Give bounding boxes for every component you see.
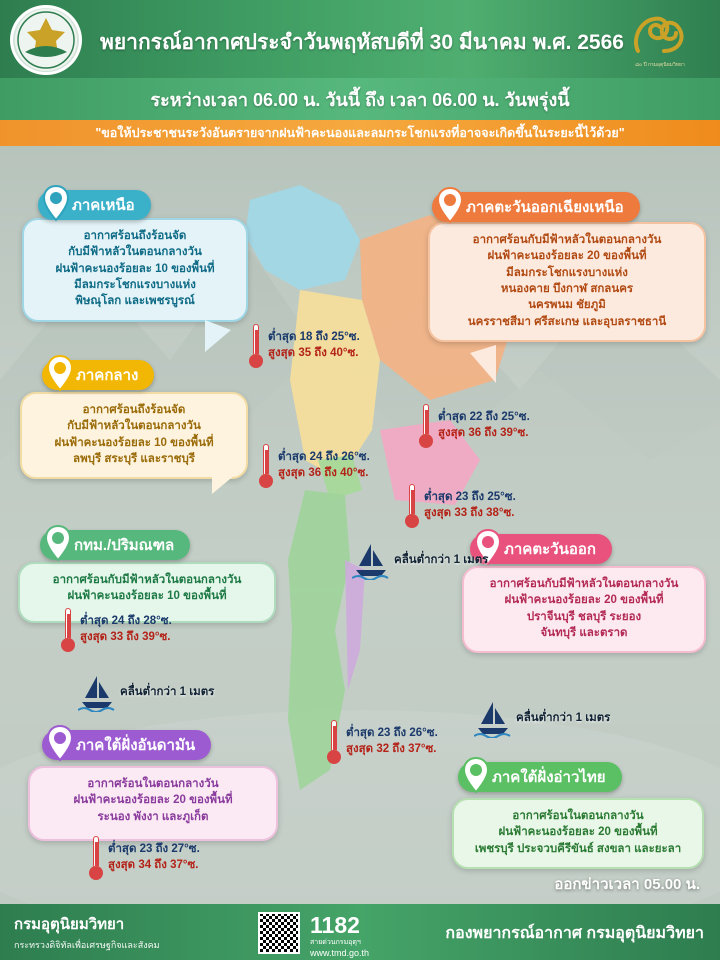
region-label-northeast <box>432 192 640 222</box>
tmd-logo <box>10 5 82 75</box>
region-ne-line-5: นครราชสีมา ศรีสะเกษ และอุบลราชธานี <box>467 315 667 328</box>
wave-label-gulf-upper-text: คลื่นต่ำกว่า 1 เมตร <box>394 554 489 566</box>
region-label-north-text: ภาคเหนือ <box>72 197 135 214</box>
region-gulf-line-1: ฝนฟ้าคะนองร้อยละ 20 ของพื้นที่ <box>498 826 658 839</box>
thermometer-icon <box>60 608 76 652</box>
release-time: ออกข่าวเวลา 05.00 น. <box>554 876 700 893</box>
hotline-number: 1182 <box>310 912 360 938</box>
hotline-caption: สายด่วนกรมอุตุฯ <box>310 939 361 946</box>
region-east-line-3: จันทบุรี และตราด <box>540 626 628 639</box>
thermometer-icon <box>326 720 342 764</box>
region-central-line-1: กับมีฟ้าหลัวในตอนกลางวัน <box>67 420 201 433</box>
region-central-line-2: ฝนฟ้าคะนองร้อยละ 10 ของพื้นที่ <box>54 436 214 449</box>
region-north-line-2: ฝนฟ้าคะนองร้อยละ 10 ของพื้นที่ <box>55 262 215 275</box>
header-bar <box>0 0 720 78</box>
warning-bar <box>0 120 720 146</box>
thermometer-icon <box>418 404 434 448</box>
wave-label-andaman <box>78 672 214 712</box>
temp-east <box>404 484 516 528</box>
region-andaman-line-0: อากาศร้อนในตอนกลางวัน <box>87 778 219 790</box>
region-box-south-andaman <box>28 766 278 841</box>
region-ne-line-0: อากาศร้อนกับมีฟ้าหลัวในตอนกลางวัน <box>472 234 662 246</box>
region-gulf-line-2: เพชรบุรี ประจวบคีรีขันธ์ สงขลา และยะลา <box>474 842 682 855</box>
sailboat-icon <box>474 698 512 738</box>
region-label-north <box>38 190 151 220</box>
map-pin-icon <box>462 756 490 794</box>
region-north-line-4: พิษณุโลก และเพชรบูรณ์ <box>75 295 195 308</box>
sailboat-icon <box>78 672 116 712</box>
temp-andaman-min: ต่ำสุด 23 ถึง 27°ซ. <box>108 843 200 856</box>
temp-ne-min: ต่ำสุด 22 ถึง 25°ซ. <box>438 411 530 424</box>
map-pin-icon <box>436 186 464 224</box>
website-url[interactable]: www.tmd.go.th <box>310 948 370 958</box>
region-east-line-0: อากาศร้อนกับมีฟ้าหลัวในตอนกลางวัน <box>489 578 679 590</box>
time-range-bar <box>0 78 720 120</box>
region-label-bangkok-text: กทม./ปริมณฑล <box>74 537 175 554</box>
footer-department <box>14 912 160 952</box>
wave-label-gulf-upper <box>352 540 488 580</box>
temp-north-max: สูงสุด 35 ถึง 40°ซ. <box>268 347 359 359</box>
map-pin-icon <box>46 354 74 392</box>
region-gulf-line-0: อากาศร้อนในตอนกลางวัน <box>512 810 644 822</box>
region-andaman-line-2: ระนอง พังงา และภูเก็ต <box>97 810 209 823</box>
region-central-line-0: อากาศร้อนถึงร้อนจัด <box>82 404 186 416</box>
temp-gulf-max: สูงสุด 32 ถึง 37°ซ. <box>346 743 437 755</box>
footer-office: กองพยากรณ์อากาศ กรมอุตุนิยมวิทยา <box>445 925 704 942</box>
region-ne-tail <box>470 345 496 383</box>
region-central-line-3: ลพบุรี สระบุรี และราชบุรี <box>73 452 195 465</box>
region-label-south-andaman-text: ภาคใต้ฝั่งอันดามัน <box>76 737 196 754</box>
region-label-east-text: ภาคตะวันออก <box>504 541 596 558</box>
temp-central-max: สูงสุด 36 ถึง 40°ซ. <box>278 467 369 479</box>
temp-east-min: ต่ำสุด 23 ถึง 25°ซ. <box>424 491 516 504</box>
region-label-northeast-text: ภาคตะวันออกเฉียงเหนือ <box>466 199 624 216</box>
hotline-block <box>310 914 369 958</box>
wave-label-gulf-east <box>474 698 610 738</box>
region-central-tail <box>212 466 236 494</box>
thermometer-icon <box>88 836 104 880</box>
sailboat-icon <box>352 540 390 580</box>
qr-code[interactable] <box>258 912 300 954</box>
region-bkk-line-1: ฝนฟ้าคะนองร้อยละ 10 ของพื้นที่ <box>67 590 227 603</box>
region-label-south-gulf <box>458 762 622 792</box>
region-box-east <box>462 566 706 653</box>
thermometer-icon <box>248 324 264 368</box>
region-ne-line-4: นครพนม ชัยภูมิ <box>528 299 606 312</box>
temp-ne-max: สูงสุด 36 ถึง 39°ซ. <box>438 427 529 439</box>
region-ne-line-3: หนองคาย บึงกาฬ สกลนคร <box>500 282 634 295</box>
page-title: พยากรณ์อากาศประจำวันพฤหัสบดีที่ 30 มีนาคม พ.ศ. 2566 <box>100 31 624 54</box>
thermometer-icon <box>404 484 420 528</box>
region-label-south-andaman <box>42 730 211 760</box>
region-bkk-line-0: อากาศร้อนกับมีฟ้าหลัวในตอนกลางวัน <box>52 574 242 586</box>
temp-bkk-max: สูงสุด 33 ถึง 39°ซ. <box>80 631 171 643</box>
anniversary-caption: ๘๐ ปี กรมอุตุนิยมวิทยา <box>635 62 685 68</box>
region-box-northeast <box>428 222 706 342</box>
temp-south-andaman <box>88 836 200 880</box>
temp-north-min: ต่ำสุด 18 ถึง 25°ซ. <box>268 331 360 344</box>
temp-bangkok <box>60 608 172 652</box>
tmd-logo-icon <box>13 8 79 72</box>
map-pin-icon <box>44 524 72 562</box>
region-andaman-line-1: ฝนฟ้าคะนองร้อยละ 20 ของพื้นที่ <box>73 794 233 807</box>
temp-central <box>258 444 370 488</box>
footer-dept-name: กรมอุตุนิยมวิทยา <box>14 916 125 933</box>
region-east-line-2: ปราจีนบุรี ชลบุรี ระยอง <box>526 610 642 623</box>
region-label-central-text: ภาคกลาง <box>76 367 139 384</box>
region-north-tail <box>205 320 231 352</box>
anniversary-logo <box>614 4 706 76</box>
region-north-line-3: มีลมกระโชกแรงบางแห่ง <box>74 278 196 291</box>
temp-east-max: สูงสุด 33 ถึง 38°ซ. <box>424 507 515 519</box>
map-pin-icon <box>42 184 70 222</box>
footer-bar <box>0 904 720 960</box>
region-ne-line-1: ฝนฟ้าคะนองร้อยละ 20 ของพื้นที่ <box>487 250 647 263</box>
region-label-bangkok <box>40 530 190 560</box>
thermometer-icon <box>258 444 274 488</box>
region-north-line-1: กับมีฟ้าหลัวในตอนกลางวัน <box>68 246 202 259</box>
region-ne-line-2: มีลมกระโชกแรงบางแห่ง <box>506 266 628 279</box>
warning-text: "ขอให้ประชาชนระวังอันตรายจากฝนฟ้าคะนองและลมกระโชกแรงที่อาจจะเกิดขึ้นในระยะนี้ไว้ด้วย" <box>95 126 625 140</box>
temp-northeast <box>418 404 530 448</box>
region-label-central <box>42 360 154 390</box>
region-box-north <box>22 218 248 322</box>
time-range-text: ระหว่างเวลา 06.00 น. วันนี้ ถึง เวลา 06.00 น. วันพรุ่งนี้ <box>150 89 570 110</box>
region-box-south-gulf <box>452 798 704 869</box>
region-north-line-0: อากาศร้อนถึงร้อนจัด <box>83 230 187 242</box>
region-label-east <box>470 534 612 564</box>
footer-ministry-name: กระทรวงดิจิทัลเพื่อเศรษฐกิจและสังคม <box>14 940 160 950</box>
wave-label-gulf-east-text: คลื่นต่ำกว่า 1 เมตร <box>516 712 611 724</box>
region-east-line-1: ฝนฟ้าคะนองร้อยละ 20 ของพื้นที่ <box>504 594 664 607</box>
map-pin-icon <box>46 724 74 762</box>
region-label-south-gulf-text: ภาคใต้ฝั่งอ่าวไทย <box>492 769 606 786</box>
anniversary-icon <box>630 11 690 59</box>
temp-south-gulf <box>326 720 438 764</box>
temp-andaman-max: สูงสุด 34 ถึง 37°ซ. <box>108 859 199 871</box>
temp-bkk-min: ต่ำสุด 24 ถึง 28°ซ. <box>80 615 172 628</box>
temp-north <box>248 324 360 368</box>
wave-label-andaman-text: คลื่นต่ำกว่า 1 เมตร <box>120 686 215 698</box>
temp-gulf-min: ต่ำสุด 23 ถึง 26°ซ. <box>346 727 438 740</box>
temp-central-min: ต่ำสุด 24 ถึง 26°ซ. <box>278 451 370 464</box>
